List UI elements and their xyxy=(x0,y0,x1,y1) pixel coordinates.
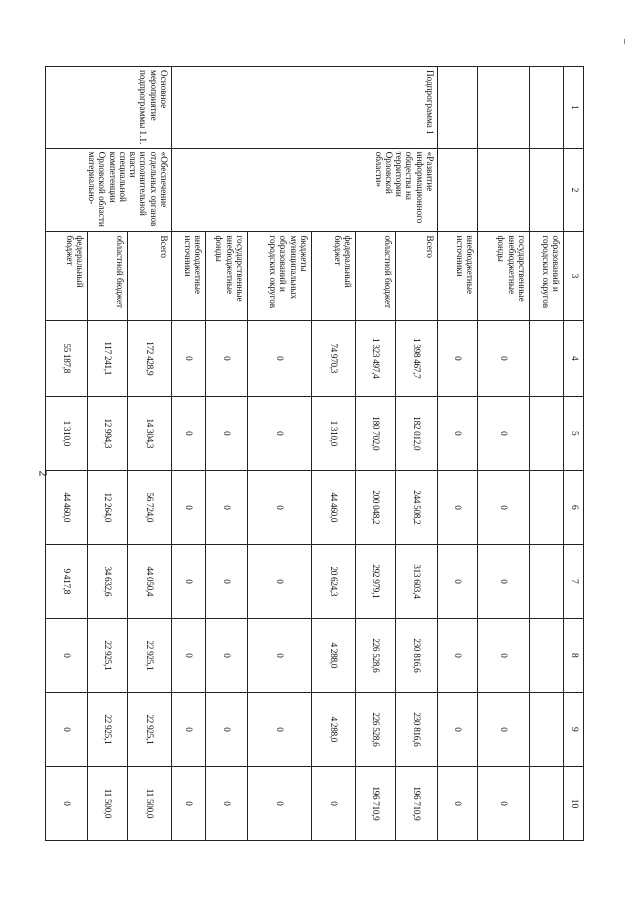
amount-cell: 1 310,0 xyxy=(46,396,88,470)
amount-cell: 11 500,0 xyxy=(128,766,172,840)
amount-cell: 0 xyxy=(206,320,248,396)
amount-cell: 11 500,0 xyxy=(88,766,128,840)
funding-source: бюджеты муниципальных образований и городских округов xyxy=(248,232,312,320)
amount-cell: 0 xyxy=(312,766,356,840)
table-cell: 0 xyxy=(438,544,478,618)
table-cell: внебюджетные источники xyxy=(438,232,478,320)
table-cell xyxy=(530,692,564,766)
table-row xyxy=(438,67,478,841)
table-cell xyxy=(530,396,564,470)
table-cell: 0 xyxy=(478,618,530,692)
amount-cell: 12 264,0 xyxy=(88,470,128,544)
rotated-sheet xyxy=(61,66,584,841)
table-cell: 0 xyxy=(438,320,478,396)
table-cell xyxy=(438,67,478,149)
funding-source: областной бюджет xyxy=(356,232,396,320)
table-cell: 0 xyxy=(478,320,530,396)
amount-cell: 22 925,1 xyxy=(128,692,172,766)
amount-cell: 0 xyxy=(172,320,206,396)
amount-cell: 44 460,0 xyxy=(46,470,88,544)
amount-cell: 0 xyxy=(172,396,206,470)
table-cell: 0 xyxy=(438,692,478,766)
amount-cell: 313 603,4 xyxy=(396,544,438,618)
amount-cell: 0 xyxy=(248,766,312,840)
amount-cell: 1 398 467,7 xyxy=(396,320,438,396)
table-cell: 0 xyxy=(478,544,530,618)
table-cell xyxy=(438,148,478,232)
amount-cell: 56 724,0 xyxy=(128,470,172,544)
column-header-10: 10 xyxy=(564,766,584,840)
section-title: «Обеспечение отдельных органов исполнительной власти специальной компетенции Орловской области материально- xyxy=(46,148,172,232)
column-header-6: 6 xyxy=(564,470,584,544)
amount-cell: 34 632,6 xyxy=(88,544,128,618)
table-cell: 0 xyxy=(478,692,530,766)
amount-cell: 9 417,8 xyxy=(46,544,88,618)
column-header-7: 7 xyxy=(564,544,584,618)
amount-cell: 22 925,1 xyxy=(128,618,172,692)
table-cell xyxy=(478,148,530,232)
column-header-3: 3 xyxy=(564,232,584,320)
amount-cell: 0 xyxy=(206,766,248,840)
funding-source: государственные внебюджетные фонды xyxy=(206,232,248,320)
amount-cell: 0 xyxy=(46,618,88,692)
table-cell xyxy=(530,470,564,544)
column-header-1: 1 xyxy=(564,67,584,149)
amount-cell: 117 241,1 xyxy=(88,320,128,396)
amount-cell: 0 xyxy=(172,692,206,766)
amount-cell: 1 310,0 xyxy=(312,396,356,470)
funding-source: Всего xyxy=(396,232,438,320)
amount-cell: 180 702,0 xyxy=(356,396,396,470)
section-name: Подпрограмма 1 xyxy=(172,67,438,149)
header-row xyxy=(564,67,584,841)
budget-table-wrapper xyxy=(61,66,584,841)
column-header-2: 2 xyxy=(564,148,584,232)
table-cell: 0 xyxy=(438,396,478,470)
table-cell: 0 xyxy=(438,618,478,692)
table-cell xyxy=(530,320,564,396)
amount-cell: 292 979,1 xyxy=(356,544,396,618)
amount-cell: 0 xyxy=(206,470,248,544)
amount-cell: 0 xyxy=(206,618,248,692)
amount-cell: 200 048,2 xyxy=(356,470,396,544)
amount-cell: 0 xyxy=(46,692,88,766)
amount-cell: 0 xyxy=(248,320,312,396)
table-cell: государственные внебюджетные фонды xyxy=(478,232,530,320)
funding-source: федеральный бюджет xyxy=(46,232,88,320)
amount-cell: 74 970,3 xyxy=(312,320,356,396)
amount-cell: 44 460,0 xyxy=(312,470,356,544)
amount-cell: 0 xyxy=(248,470,312,544)
table-cell xyxy=(478,67,530,149)
amount-cell: 0 xyxy=(248,396,312,470)
amount-cell: 12 994,3 xyxy=(88,396,128,470)
amount-cell: 0 xyxy=(172,766,206,840)
column-header-4: 4 xyxy=(564,320,584,396)
amount-cell: 226 528,6 xyxy=(356,692,396,766)
amount-cell: 226 528,6 xyxy=(356,618,396,692)
column-header-9: 9 xyxy=(564,692,584,766)
amount-cell: 172 428,9 xyxy=(128,320,172,396)
table-row xyxy=(530,67,564,841)
table-cell: 0 xyxy=(438,766,478,840)
amount-cell: 0 xyxy=(172,470,206,544)
funding-source: Всего xyxy=(128,232,172,320)
amount-cell: 1 323 497,4 xyxy=(356,320,396,396)
amount-cell: 55 187,8 xyxy=(46,320,88,396)
amount-cell: 244 508,2 xyxy=(396,470,438,544)
amount-cell: 230 816,6 xyxy=(396,692,438,766)
table-cell: 0 xyxy=(478,766,530,840)
amount-cell: 0 xyxy=(46,766,88,840)
amount-cell: 0 xyxy=(248,618,312,692)
amount-cell: 0 xyxy=(206,692,248,766)
funding-source: внебюджетные источники xyxy=(172,232,206,320)
amount-cell: 196 710,9 xyxy=(356,766,396,840)
column-header-5: 5 xyxy=(564,396,584,470)
funding-source: федеральный бюджет xyxy=(312,232,356,320)
amount-cell: 22 925,1 xyxy=(88,618,128,692)
amount-cell: 0 xyxy=(248,544,312,618)
amount-cell: 22 925,1 xyxy=(88,692,128,766)
section-name: Основное мероприятие подпрограммы 1.1. xyxy=(46,67,172,149)
table-row xyxy=(396,67,438,841)
table-cell xyxy=(530,618,564,692)
table-row xyxy=(478,67,530,841)
amount-cell: 0 xyxy=(172,544,206,618)
funding-source: областной бюджет xyxy=(88,232,128,320)
table-cell xyxy=(530,148,564,232)
page-number: 2 xyxy=(36,470,51,477)
amount-cell: 20 624,3 xyxy=(312,544,356,618)
amount-cell: 4 288,0 xyxy=(312,692,356,766)
amount-cell: 182 012,0 xyxy=(396,396,438,470)
table-row xyxy=(128,67,172,841)
table-cell: 0 xyxy=(478,470,530,544)
budget-table xyxy=(45,66,584,841)
column-header-8: 8 xyxy=(564,618,584,692)
amount-cell: 0 xyxy=(206,396,248,470)
corner-mark: – xyxy=(619,39,630,44)
section-title: «Развитие информационного общества на территории Орловской области» xyxy=(172,148,438,232)
amount-cell: 0 xyxy=(206,544,248,618)
amount-cell: 14 304,3 xyxy=(128,396,172,470)
amount-cell: 44 050,4 xyxy=(128,544,172,618)
table-cell: образований и городских округов xyxy=(530,232,564,320)
amount-cell: 4 288,0 xyxy=(312,618,356,692)
amount-cell: 0 xyxy=(248,692,312,766)
amount-cell: 196 710,9 xyxy=(396,766,438,840)
table-cell xyxy=(530,67,564,149)
table-cell: 0 xyxy=(438,470,478,544)
table-cell: 0 xyxy=(478,396,530,470)
table-cell xyxy=(530,766,564,840)
amount-cell: 0 xyxy=(172,618,206,692)
table-cell xyxy=(530,544,564,618)
amount-cell: 230 816,6 xyxy=(396,618,438,692)
